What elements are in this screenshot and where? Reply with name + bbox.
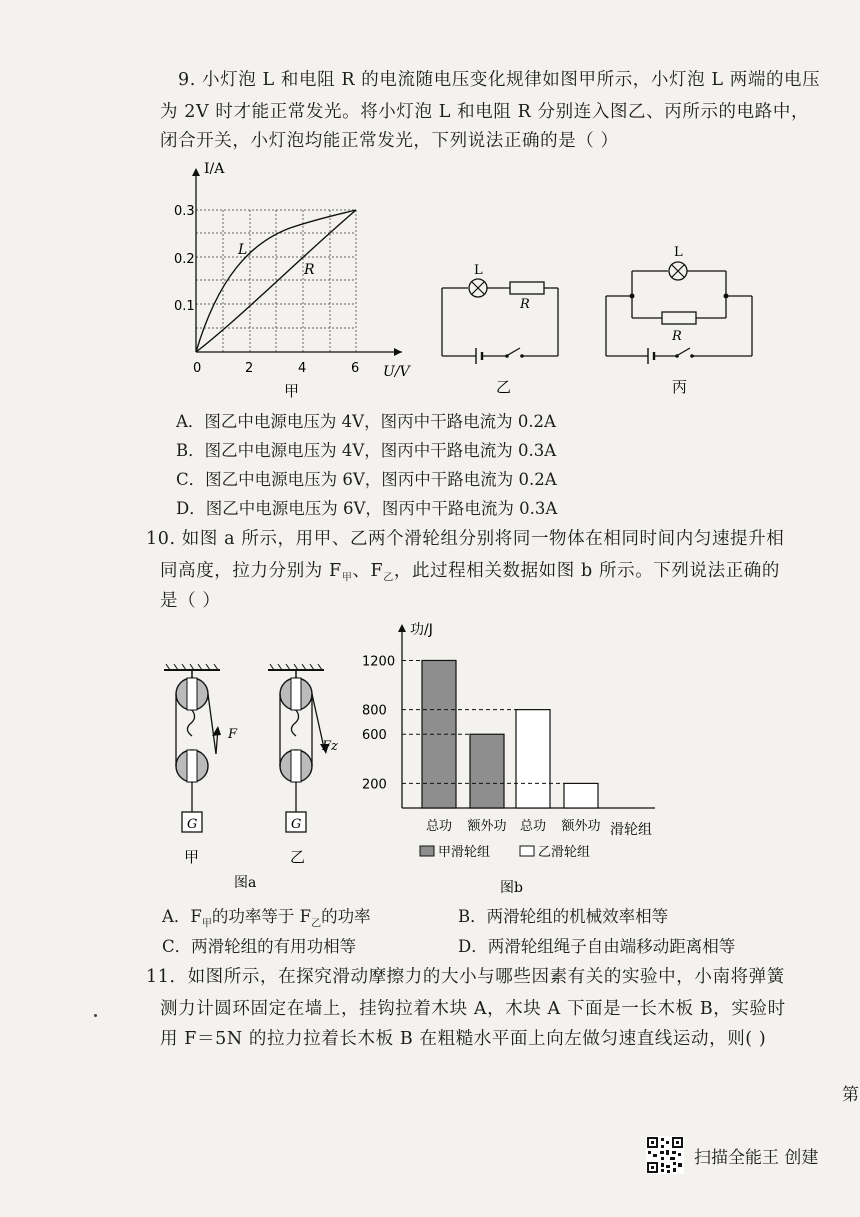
fig-b-caption: 图b: [500, 880, 523, 896]
legend-yi: 乙滑轮组: [538, 845, 591, 860]
jia-weight-label: G: [187, 817, 198, 832]
graph-origin: 0: [193, 361, 202, 376]
q9-line1: 9. 小灯泡 L 和电阻 R 的电流随电压变化规律如图甲所示，小灯泡 L 两端的电压: [178, 70, 821, 90]
fig-a-caption: 图a: [234, 875, 257, 891]
q9-line2: 为 2V 时才能正常发光。将小灯泡 L 和电阻 R 分别连入图乙、丙所示的电路中，: [160, 102, 810, 122]
q9-option-c: C．图乙中电源电压为 6V，图丙中干路电流为 0.2A: [176, 470, 557, 489]
stray-dot: [94, 1014, 97, 1017]
edge-char: 第: [842, 1085, 859, 1105]
yi-resistor-label: R: [520, 297, 530, 312]
scanner-label: 扫描全能王 创建: [694, 1148, 819, 1168]
ytick-label: 200: [362, 777, 387, 793]
graph-ytick-01: 0.1: [174, 299, 195, 314]
graph-ylabel: I/A: [204, 161, 225, 177]
bing-lamp-label: L: [674, 245, 683, 260]
q9-option-a: A．图乙中电源电压为 4V，图丙中干路电流为 0.2A: [176, 412, 556, 431]
yi-caption: 乙: [496, 378, 512, 396]
circuit-yi: [432, 258, 582, 398]
graph-xtick-2: 2: [245, 361, 254, 376]
chart-xlabel: 滑轮组: [610, 822, 652, 838]
circuit-bing: [596, 238, 766, 398]
ytick-label: 1200: [362, 654, 396, 670]
graph-xtick-6: 6: [351, 361, 360, 376]
q9-line3: 闭合开关，小灯泡均能正常发光，下列说法正确的是（ ）: [160, 131, 619, 151]
category-label: 总功: [425, 819, 453, 834]
q9-option-b: B．图乙中电源电压为 4V，图丙中干路电流为 0.3A: [176, 441, 557, 460]
switch-icon: [508, 348, 520, 355]
legend-jia: 甲滑轮组: [438, 845, 491, 860]
legend-swatch-jia: [420, 846, 434, 856]
graph-xlabel: U/V: [383, 364, 410, 380]
bar: [516, 710, 550, 808]
q10-option-d: D．两滑轮组绳子自由端移动距离相等: [458, 937, 736, 956]
yi-weight-label: G: [291, 817, 302, 832]
bar: [564, 783, 598, 808]
category-label: 总功: [519, 819, 547, 834]
q11-line1: 11．如图所示，在探究滑动摩擦力的大小与哪些因素有关的实验中，小南将弹簧: [146, 967, 785, 987]
q10-option-a: A．$F_甲$的功率等于 $F_乙$的功率: [162, 907, 371, 930]
bing-caption: 丙: [672, 378, 688, 396]
jia-force-label: F: [228, 727, 238, 742]
switch-icon: [678, 348, 690, 355]
chart-ylabel: 功/J: [410, 622, 433, 638]
q10-line1: 10. 如图 a 所示，用甲、乙两个滑轮组分别将同一物体在相同时间内匀速提升相: [146, 529, 785, 549]
iu-graph: [174, 158, 420, 400]
curve-R-label: R: [304, 262, 315, 278]
work-bar-chart: [360, 612, 670, 898]
q10-option-c: C．两滑轮组的有用功相等: [162, 937, 357, 956]
ytick-label: 600: [362, 728, 387, 744]
q10-line2: 同高度，拉力分别为 $F_甲$、$F_乙$，此过程相关数据如图 b 所示。下列说法正确的: [160, 561, 781, 584]
q10-line3: 是（ ）: [160, 591, 221, 611]
curve-L-label: L: [238, 242, 248, 258]
q11-line2: 测力计圆环固定在墙上，挂钩拉着木块 A，木块 A 下面是一长木板 B，实验时: [160, 999, 786, 1019]
q11-line3: 用 F＝5N 的拉力拉着长木板 B 在粗糙水平面上向左做匀速直线运动，则( ): [160, 1029, 767, 1049]
legend-swatch-yi: [520, 846, 534, 856]
yi-force-label: Fz: [322, 739, 338, 754]
pulley-figure: [150, 662, 350, 896]
jia-pulley-caption: 甲: [184, 848, 200, 866]
graph-caption: 甲: [284, 382, 300, 400]
qr-code-icon: [646, 1136, 684, 1174]
graph-ytick-02: 0.2: [174, 252, 195, 267]
ytick-label: 800: [362, 703, 387, 719]
q10-option-b: B．两滑轮组的机械效率相等: [458, 907, 669, 926]
resistor-icon: [510, 282, 544, 294]
resistor-icon: [662, 312, 696, 324]
graph-ytick-03: 0.3: [174, 204, 195, 219]
q9-option-d: D．图乙中电源电压为 6V，图丙中干路电流为 0.3A: [176, 499, 558, 518]
graph-xtick-4: 4: [298, 361, 307, 376]
bing-resistor-label: R: [672, 329, 682, 344]
category-label: 额外功: [467, 819, 507, 834]
yi-pulley-caption: 乙: [290, 848, 306, 866]
bar: [470, 734, 504, 808]
category-label: 额外功: [561, 819, 601, 834]
yi-lamp-label: L: [474, 263, 483, 278]
